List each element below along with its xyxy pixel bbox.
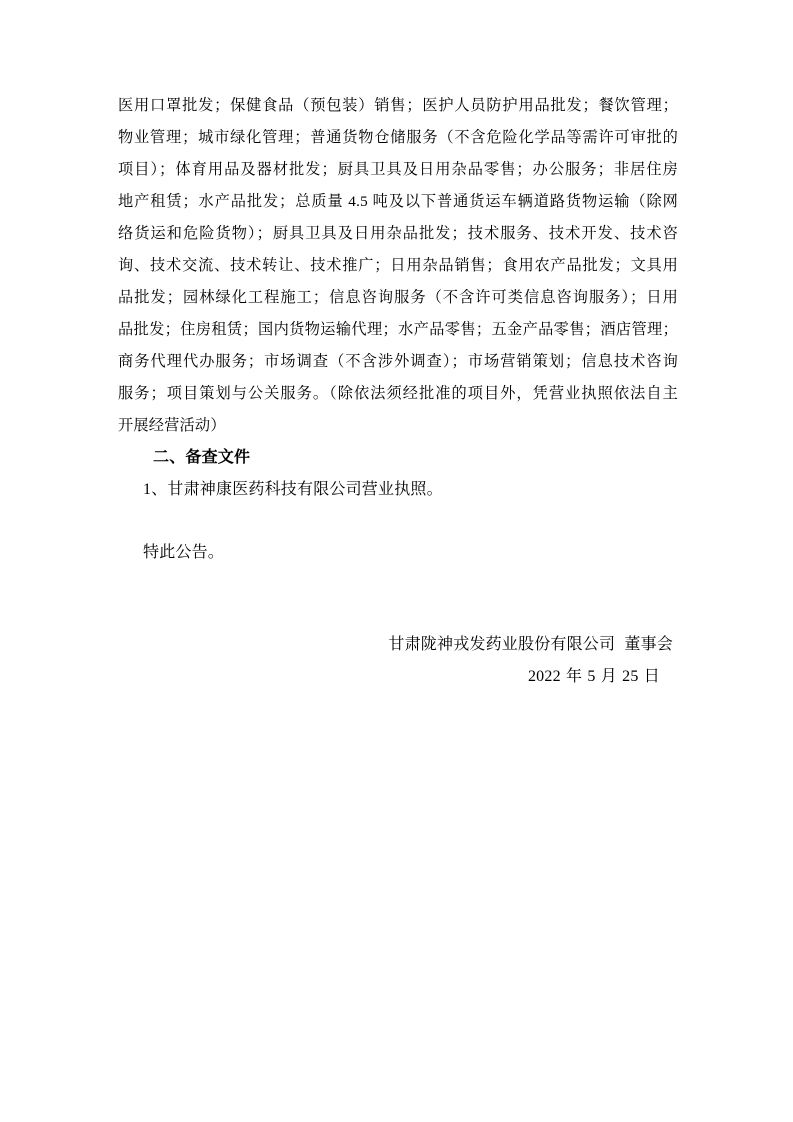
paragraph-line: 品批发；园林绿化工程施工；信息咨询服务（不含许可类信息咨询服务）；日用 <box>118 289 678 306</box>
section-heading-reference-documents: 二、备查文件 <box>153 449 251 466</box>
paragraph-line: 品批发；住房租赁；国内货物运输代理；水产品零售；五金产品零售；酒店管理； <box>118 321 678 338</box>
signature-date: 2022 年 5 月 25 日 <box>527 668 660 685</box>
paragraph-line: 络货运和危险货物）；厨具卫具及日用杂品批发；技术服务、技术开发、技术咨 <box>118 225 678 242</box>
document-content <box>118 90 678 693</box>
paragraph-line: 地产租赁；水产品批发；总质量 4.5 吨及以下普通货运车辆道路货物运输（除网 <box>118 193 678 210</box>
paragraph-line: 服务；项目策划与公关服务。（除依法须经批准的项目外，凭营业执照依法自主 <box>118 385 678 402</box>
paragraph-line: 询、技术交流、技术转让、技术推广；日用杂品销售；食用农产品批发；文具用 <box>118 257 678 274</box>
paragraph-line: 物业管理；城市绿化管理；普通货物仓储服务（不含危险化学品等需许可审批的 <box>118 129 678 146</box>
business-scope-paragraph <box>118 90 678 442</box>
reference-document-item: 1、甘肃神康医药科技有限公司营业执照。 <box>143 481 443 498</box>
signature-company-board: 甘肃陇神戎发药业股份有限公司 董事会 <box>388 636 673 653</box>
paragraph-line: 商务代理代办服务；市场调查（不含涉外调查）；市场营销策划；信息技术咨询 <box>118 353 678 370</box>
paragraph-line: 开展经营活动） <box>118 417 226 434</box>
closing-announcement-note: 特此公告。 <box>143 544 225 561</box>
paragraph-line: 项目）；体育用品及器材批发；厨具卫具及日用杂品零售；办公服务；非居住房 <box>118 161 678 178</box>
signature-block <box>118 629 678 693</box>
paragraph-line: 医用口罩批发；保健食品（预包装）销售；医护人员防护用品批发；餐饮管理； <box>118 97 678 114</box>
